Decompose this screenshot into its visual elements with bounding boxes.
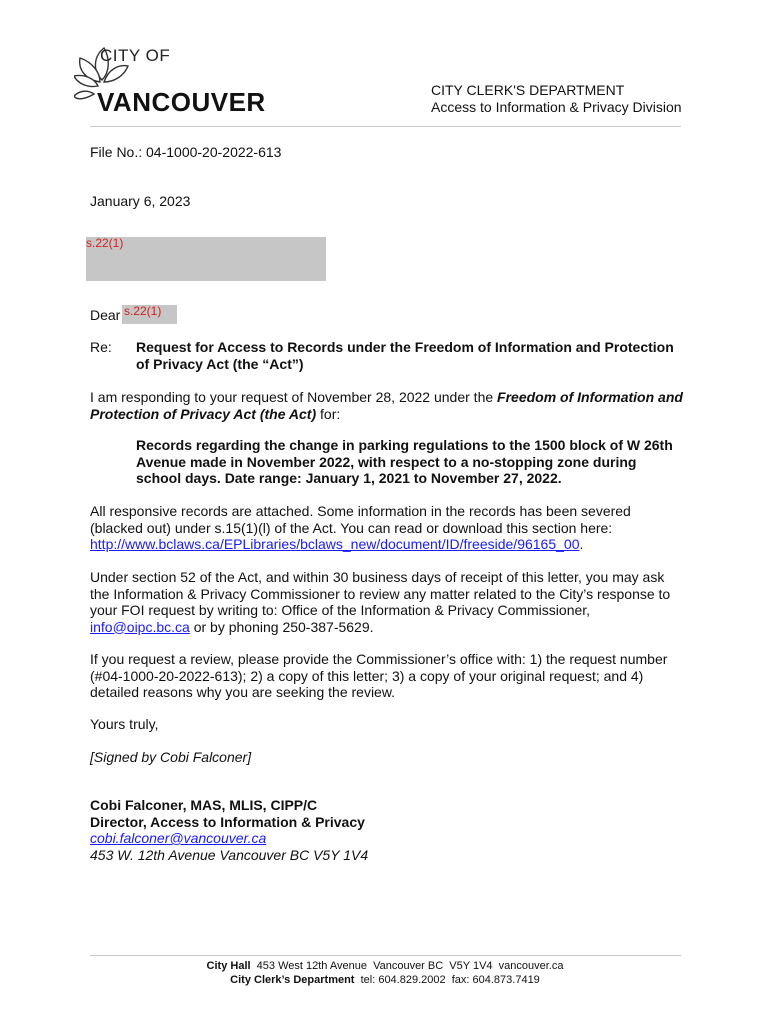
review-paragraph (90, 569, 685, 635)
responsive-paragraph (90, 503, 685, 553)
footer-address: 453 West 12th Avenue Vancouver BC V5Y 1V4 vancouver.ca (250, 960, 564, 972)
footer-dept-label: City Clerk’s Department (230, 974, 355, 986)
header-divider (90, 126, 681, 127)
oipc-email-link[interactable]: info@oipc.bc.ca (90, 618, 190, 635)
footer-line-2 (0, 974, 770, 986)
signer-email (90, 830, 685, 847)
act-name: Freedom of Information and Protection of Privacy Act (the Act) (90, 389, 683, 422)
review-text: Under section 52 of the Act, and within 30 business days of receipt of this letter, you may ask the Information & Privacy Commissioner to review any matter related to the City’s response to your FOI request by writing to: Office of the Information & Privacy Commissioner, (90, 569, 671, 618)
intro-text: I am responding to your request of November 28, 2022 under the (90, 389, 498, 405)
re-label: Re: (90, 339, 112, 355)
responsive-end: . (579, 536, 584, 552)
intro-end: for: (316, 405, 341, 422)
file-number: File No.: 04-1000-20-2022-613 (90, 144, 282, 160)
department-name: CITY CLERK'S DEPARTMENT (431, 82, 625, 98)
closing: Yours truly, (90, 716, 159, 732)
footer-divider (90, 955, 681, 956)
signature-block (90, 797, 685, 863)
letter-date: January 6, 2023 (90, 193, 191, 209)
subject-line: Request for Access to Records under the Freedom of Information and Protection of Privacy Act (the “Act”) (136, 339, 674, 372)
signer-name-text: Cobi Falconer, MAS, MLIS, CIPP/C (90, 797, 318, 813)
intro-paragraph (90, 389, 685, 422)
footer-contact: tel: 604.829.2002 fax: 604.873.7419 (354, 974, 540, 986)
signer-address (90, 847, 685, 864)
division-name: Access to Information & Privacy Division (431, 99, 682, 115)
signer-title-text: Director, Access to Information & Privacy (90, 813, 365, 830)
recipient-redaction-label: s.22(1) (86, 236, 124, 250)
bclaws-link[interactable]: http://www.bclaws.ca/EPLibraries/bclaws_new/document/ID/freeside/96165_00 (90, 536, 580, 552)
responsive-text: All responsive records are attached. Some information in the records has been severed (blacked out) under s.15(1)(l) of the Act. You can read or download this section here: (90, 503, 631, 536)
review-end: or by phoning 250-387-5629. (189, 618, 374, 635)
logo-vancouver-text: VANCOUVER (97, 87, 266, 117)
department-header (431, 82, 682, 116)
footer-line-1 (0, 960, 770, 972)
signer-title (90, 814, 685, 831)
signer-address-text: 453 W. 12th Avenue Vancouver BC V5Y 1V4 (90, 846, 369, 863)
review-instructions-paragraph: If you request a review, please provide the Commissioner’s office with: 1) the request number (#04-1000-20-2022-613); 2) a copy of this letter; 3) a copy of your original request; and 4) detailed reasons why you are seeking the review. (90, 651, 668, 700)
salutation-redaction-label: s.22(1) (124, 304, 162, 318)
logo-city-of-text: CITY OF (100, 46, 171, 65)
signature-note-text: [Signed by Cobi Falconer] (90, 749, 252, 765)
request-description: Records regarding the change in parking regulations to the 1500 block of W 26th Avenue made in November 2022, with respect to a no-stopping zone during school days. Date range: January 1, 2021 to November 27, 2022. (136, 437, 673, 486)
salutation: Dear (90, 307, 121, 323)
signer-name (90, 797, 685, 814)
footer-city-hall-label: City Hall (206, 960, 251, 972)
signature-note (90, 749, 685, 766)
signer-email-link[interactable]: cobi.falconer@vancouver.ca (90, 830, 267, 846)
